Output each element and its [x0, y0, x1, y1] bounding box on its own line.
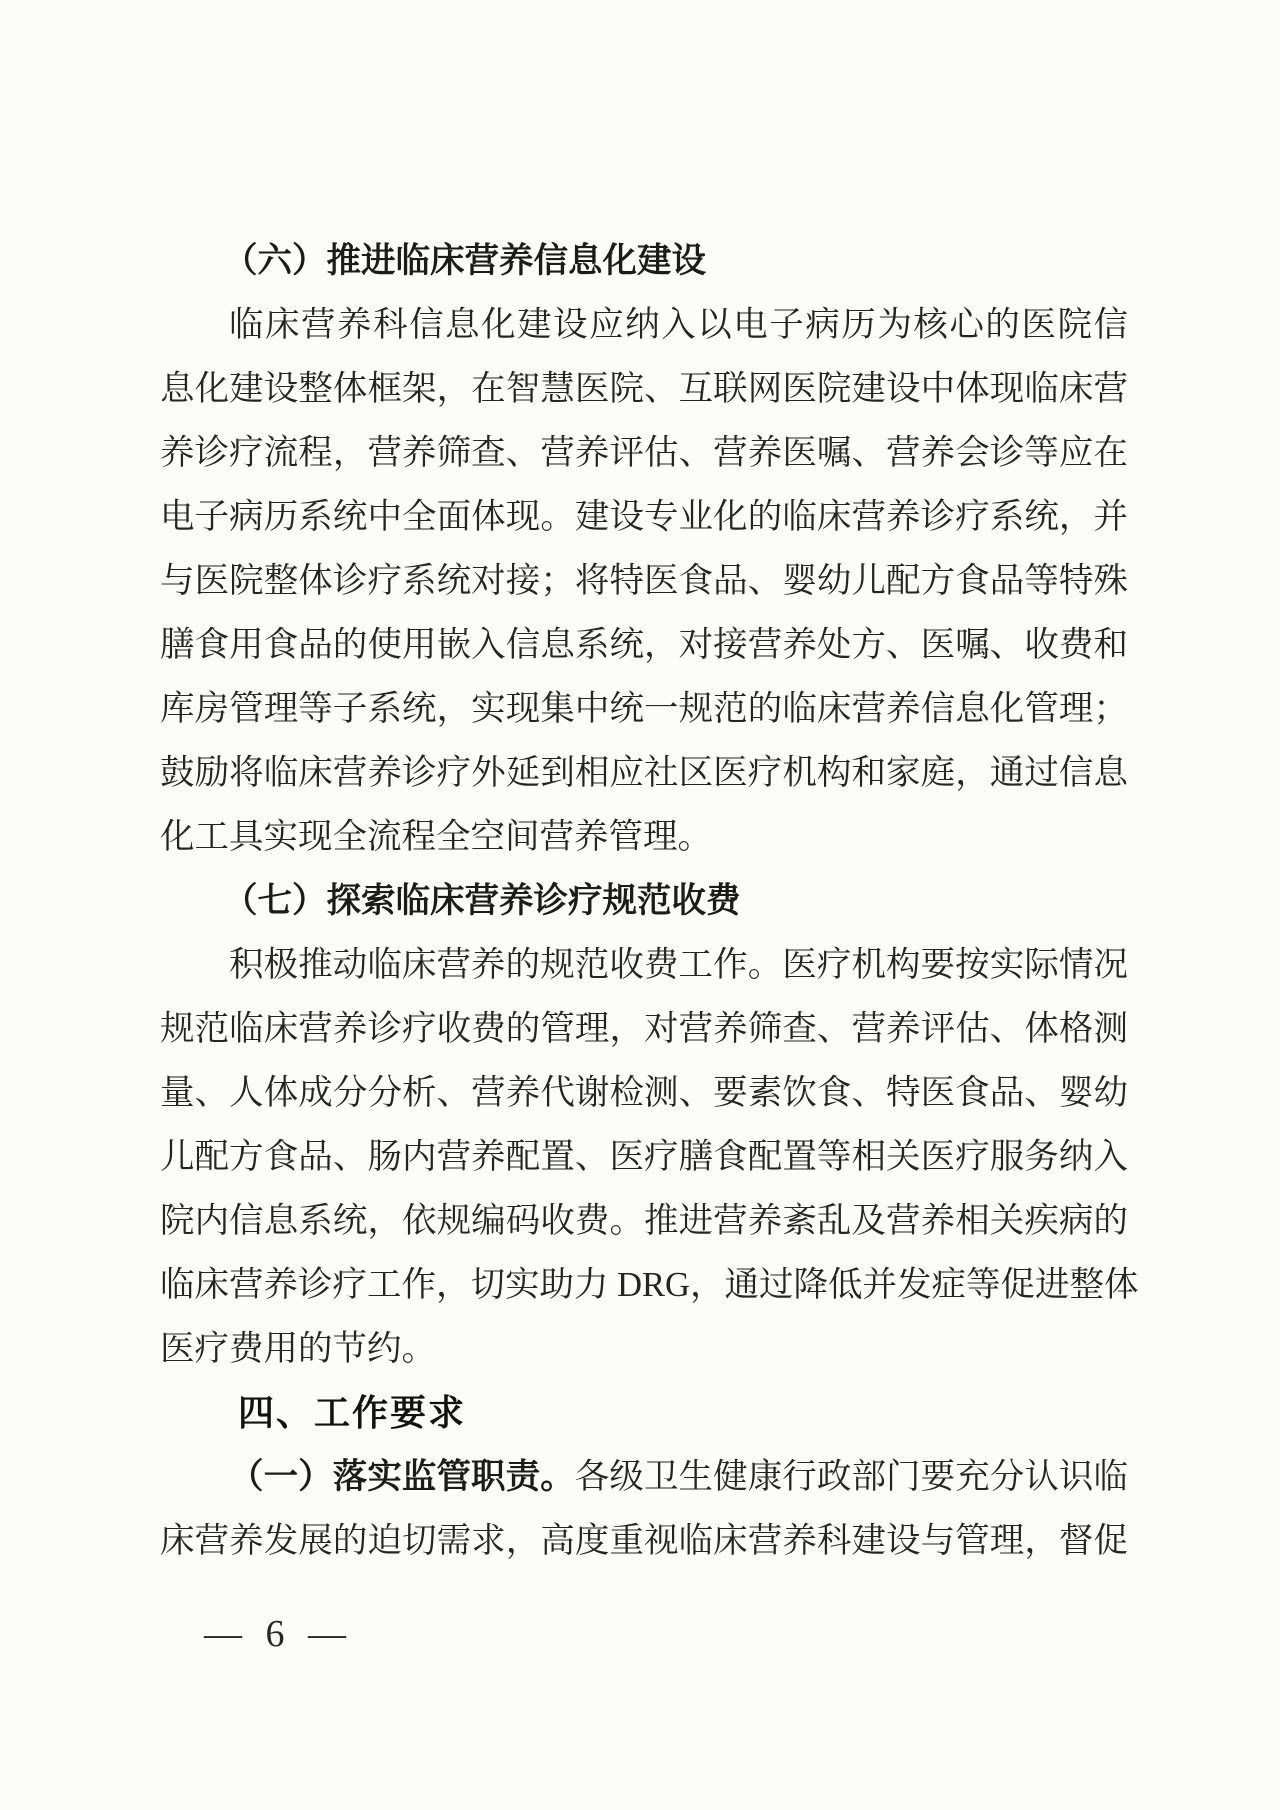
text-line: 积极推动临床营养的规范收费工作。医疗机构要按实际情况 [229, 946, 1128, 984]
text-line: 规范临床营养诊疗收费的管理，对营养筛查、营养评估、体格测 [160, 1010, 1128, 1048]
text-line: 院内信息系统，依规编码收费。推进营养紊乱及营养相关疾病的 [160, 1202, 1128, 1240]
text-line: 量、人体成分分析、营养代谢检测、要素饮食、特医食品、婴幼 [160, 1074, 1128, 1112]
text-line: 床营养发展的迫切需求，高度重视临床营养科建设与管理，督促 [160, 1522, 1128, 1560]
section-heading-4: 四、工作要求 [238, 1392, 467, 1433]
text-line: 临床营养诊疗工作，切实助力 DRG，通过降低并发症等促进整体 [160, 1266, 1139, 1304]
item-lead-text: 各级卫生健康行政部门要充分认识临 [574, 1458, 1129, 1496]
subsection-heading-7: （七）探索临床营养诊疗规范收费 [223, 882, 741, 920]
text-line: 与医院整体诊疗系统对接；将特医食品、婴幼儿配方食品等特殊 [160, 562, 1128, 600]
subsection-heading-6: （六）推进临床营养信息化建设 [223, 242, 706, 280]
text-line: 养诊疗流程，营养筛查、营养评估、营养医嘱、营养会诊等应在 [160, 434, 1128, 472]
text-line: 化工具实现全流程全空间营养管理。 [160, 818, 712, 856]
text-line: 医疗费用的节约。 [160, 1330, 436, 1368]
text-line: 库房管理等子系统，实现集中统一规范的临床营养信息化管理； [160, 690, 1128, 728]
text-line: 临床营养科信息化建设应纳入以电子病历为核心的医院信 [229, 306, 1128, 344]
text-line: 鼓励将临床营养诊疗外延到相应社区医疗机构和家庭，通过信息 [160, 754, 1128, 792]
text-line [160, 1445, 1128, 1509]
text-line: 电子病历系统中全面体现。建设专业化的临床营养诊疗系统，并 [160, 498, 1128, 536]
item-lead-label: （一）落实监管职责。 [229, 1458, 575, 1496]
text-block [160, 229, 1139, 1573]
page-number: — 6 — [204, 1613, 353, 1655]
text-line: 息化建设整体框架，在智慧医院、互联网医院建设中体现临床营 [160, 370, 1128, 408]
text-line: 儿配方食品、肠内营养配置、医疗膳食配置等相关医疗服务纳入 [160, 1138, 1128, 1176]
text-line: 膳食用食品的使用嵌入信息系统，对接营养处方、医嘱、收费和 [160, 626, 1128, 664]
